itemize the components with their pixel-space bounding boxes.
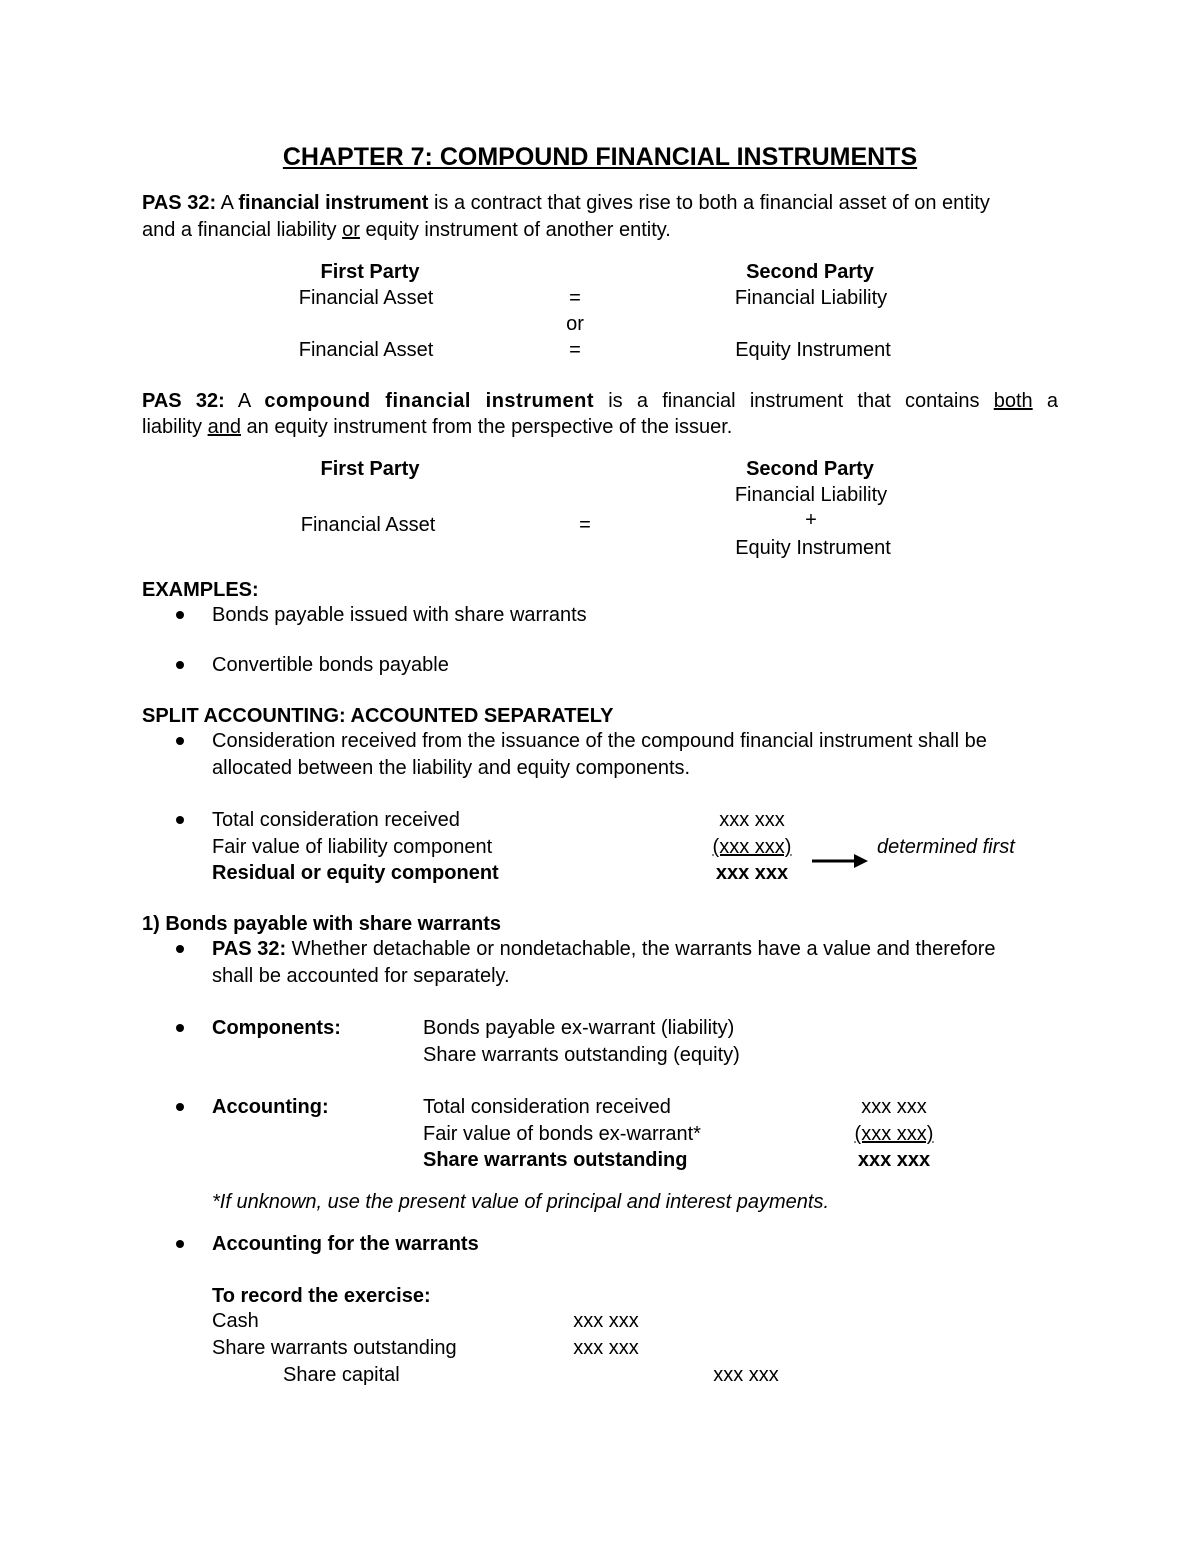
footnote: *If unknown, use the present value of principal and interest payments. <box>212 1191 830 1213</box>
equals-2: = <box>569 339 581 361</box>
definition-line-2: and a financial liability or equity instrument of another entity. <box>142 219 671 241</box>
equals-1: = <box>569 287 581 309</box>
example-item: Convertible bonds payable <box>212 654 449 676</box>
financial-asset-1: Financial Asset <box>298 287 434 309</box>
definition-2-line-2: liability and an equity instrument from the perspective of the issuer. <box>142 416 733 438</box>
bullet-icon <box>176 661 184 669</box>
accounting-row-label: Total consideration received <box>423 1096 671 1118</box>
pas-detachable-line-2: shall be accounted for separately. <box>212 965 510 987</box>
journal-account: Share capital <box>283 1364 400 1386</box>
definition-financial-instrument: PAS 32: A financial instrument is a contract that gives rise to both a financial asset of on entity <box>142 192 990 214</box>
split-row-value: xxx xxx <box>719 809 785 831</box>
first-party-header: First Party <box>320 261 420 283</box>
plus-sign: + <box>805 509 817 531</box>
second-party-header-2: Second Party <box>746 458 874 480</box>
journal-credit: xxx xxx <box>713 1364 779 1386</box>
bullet-icon <box>176 737 184 745</box>
bullet-icon <box>176 1240 184 1248</box>
financial-liability-1: Financial Liability <box>734 287 888 309</box>
accounting-row-label: Fair value of bonds ex-warrant* <box>423 1123 701 1145</box>
accounting-row-label: Share warrants outstanding <box>423 1149 688 1171</box>
split-row-label: Fair value of liability component <box>212 836 493 858</box>
split-row-value: (xxx xxx) <box>712 836 792 858</box>
journal-account: Cash <box>212 1310 259 1332</box>
split-accounting-heading: SPLIT ACCOUNTING: ACCOUNTED SEPARATELY <box>142 705 614 727</box>
bullet-icon <box>176 945 184 953</box>
equity-instrument-2: Equity Instrument <box>735 537 891 559</box>
accounting-row-value: xxx xxx <box>857 1149 931 1171</box>
components-label: Components: <box>212 1017 341 1039</box>
split-row-value: xxx xxx <box>715 862 789 884</box>
accounting-row-value: (xxx xxx) <box>854 1123 934 1145</box>
financial-liability-2: Financial Liability <box>734 484 888 506</box>
financial-asset-3: Financial Asset <box>300 514 436 536</box>
term-financial-instrument: financial instrument <box>238 192 429 214</box>
journal-debit: xxx xxx <box>573 1310 639 1332</box>
second-party-header: Second Party <box>746 261 874 283</box>
component-item: Bonds payable ex-warrant (liability) <box>423 1017 735 1039</box>
accounting-label: Accounting: <box>212 1096 329 1118</box>
warrants-heading: Accounting for the warrants <box>212 1233 479 1255</box>
example-item: Bonds payable issued with share warrants <box>212 604 587 626</box>
pas-detachable-line-1: PAS 32: Whether detachable or nondetachable, the warrants have a value and therefore <box>212 938 996 960</box>
split-row-label: Residual or equity component <box>212 862 499 884</box>
definition-compound-instrument: PAS 32: A compound financial instrument is a financial instrument that contains both a <box>142 390 1059 412</box>
pas-label: PAS 32: <box>142 192 217 214</box>
bullet-icon <box>176 611 184 619</box>
financial-asset-2: Financial Asset <box>298 339 434 361</box>
bullet-icon <box>176 816 184 824</box>
split-row-label: Total consideration received <box>212 809 460 831</box>
bonds-heading: 1) Bonds payable with share warrants <box>142 913 501 935</box>
arrow-right-icon <box>810 850 870 872</box>
accounting-row-value: xxx xxx <box>861 1096 927 1118</box>
journal-account: Share warrants outstanding <box>212 1337 457 1359</box>
first-party-header-2: First Party <box>320 458 420 480</box>
determined-first-note: determined first <box>877 836 1015 858</box>
journal-debit: xxx xxx <box>573 1337 639 1359</box>
split-bullet-line-1: Consideration received from the issuance of the compound financial instrument shall be <box>212 730 987 752</box>
equals-3: = <box>579 514 591 536</box>
equity-instrument-1: Equity Instrument <box>735 339 891 361</box>
bullet-icon <box>176 1024 184 1032</box>
exercise-heading: To record the exercise: <box>212 1285 431 1307</box>
bullet-icon <box>176 1103 184 1111</box>
term-compound-financial-instrument: compound financial instrument <box>264 390 594 412</box>
examples-heading: EXAMPLES: <box>142 579 259 601</box>
component-item: Share warrants outstanding (equity) <box>423 1044 740 1066</box>
page-title: CHAPTER 7: COMPOUND FINANCIAL INSTRUMENTS <box>282 143 918 171</box>
or-connector: or <box>566 313 584 335</box>
split-bullet-line-2: allocated between the liability and equity components. <box>212 757 691 779</box>
